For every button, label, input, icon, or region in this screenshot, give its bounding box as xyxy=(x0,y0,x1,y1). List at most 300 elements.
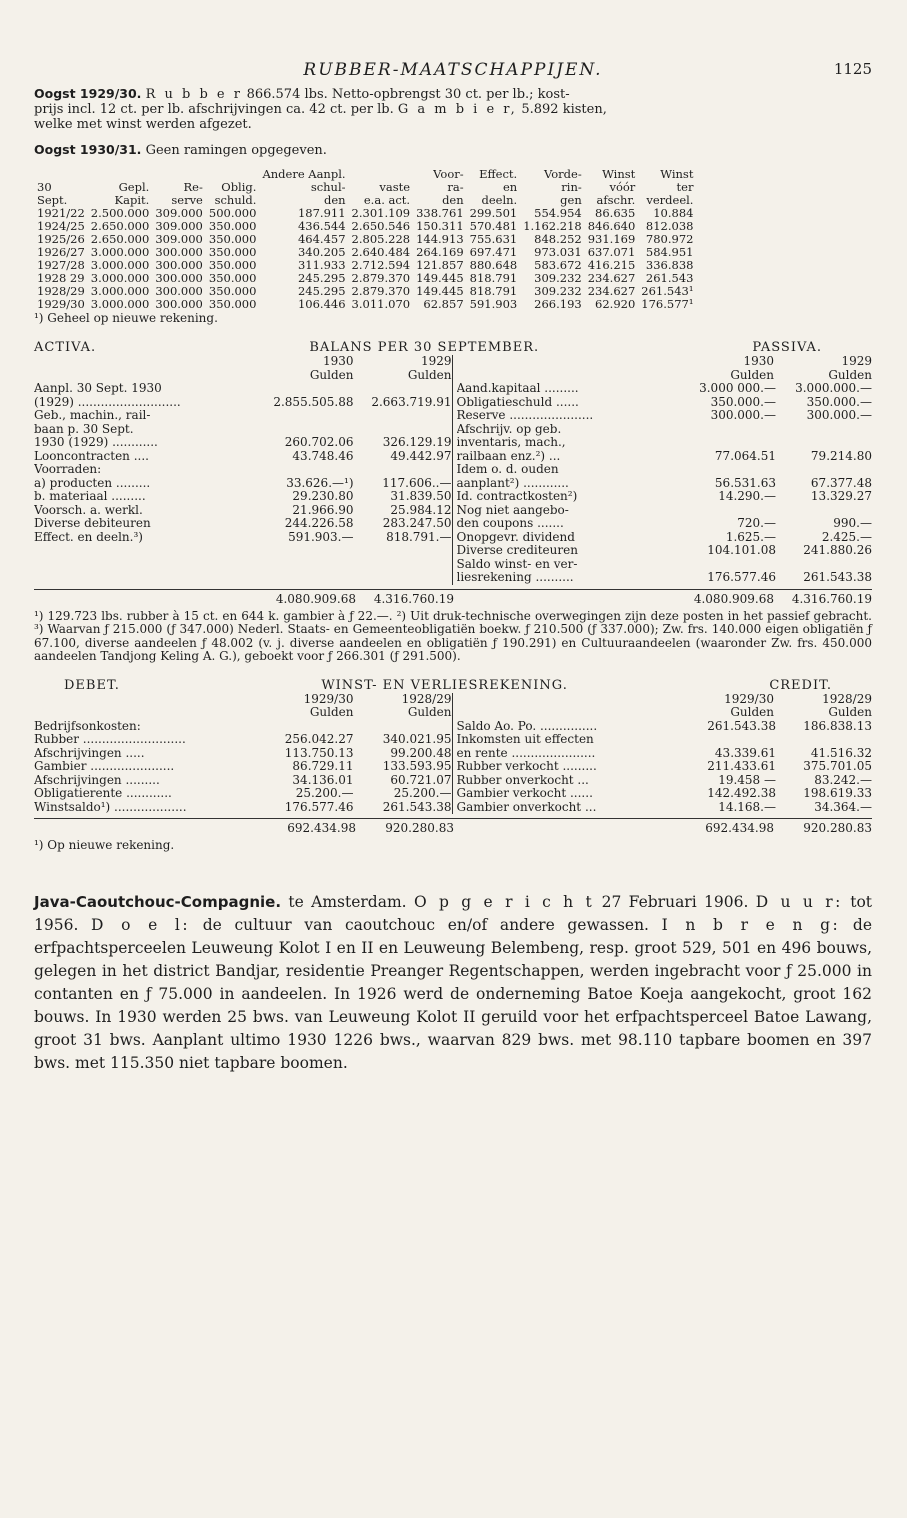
ledger-item: Nog niet aangebo- xyxy=(456,503,569,517)
ledger-value: 2.855.505.88 xyxy=(273,394,354,409)
ledger-row xyxy=(457,409,873,423)
ledger-item: Diverse crediteuren xyxy=(456,544,578,557)
ledger-row xyxy=(457,463,873,477)
year-label: 1929/30 xyxy=(303,691,354,706)
ledger-value: 33.626.—¹) xyxy=(286,475,354,490)
ledger-item: Looncontracten .... xyxy=(34,449,149,463)
statistics-body xyxy=(34,207,696,311)
year-label: 1929 xyxy=(420,354,452,368)
ledger-value xyxy=(354,463,452,477)
column-header: Kapit. xyxy=(114,193,150,207)
statistics-footnote: ¹) Geheel op nieuwe rekening. xyxy=(34,311,218,325)
column-header: Re- xyxy=(183,180,203,194)
ledger-item: Voorraden: xyxy=(34,463,102,476)
ledger-value: 186.838.13 xyxy=(803,718,872,733)
ledger-value xyxy=(354,720,452,734)
ledger-row xyxy=(457,733,873,747)
ledger-item: Reserve ...................... xyxy=(456,409,594,422)
ledger-value: 241.880.26 xyxy=(803,543,872,557)
ledger-value: 99.200.48 xyxy=(390,745,452,760)
ledger-item: liesrekening .......... xyxy=(456,571,574,584)
ledger-item: Winstsaldo¹) ................... xyxy=(34,800,187,814)
ledger-value: 41.516.32 xyxy=(810,745,872,760)
ledger-value: 25.984.12 xyxy=(390,502,452,517)
total-value: 4.080.909.68 xyxy=(693,591,774,606)
column-header: Vorde- xyxy=(544,167,582,181)
ledger-row xyxy=(34,747,452,761)
company-name: Java-Caoutchouc-Compagnie. xyxy=(34,892,282,911)
total-value: 4.316.760.19 xyxy=(791,591,872,606)
debet-rows xyxy=(34,720,452,815)
column-header: schuld. xyxy=(214,193,257,207)
column-header: Effect. xyxy=(479,167,518,181)
ledger-row xyxy=(34,409,452,423)
field-label: I n b r e n g: xyxy=(661,915,841,934)
pl-totals xyxy=(34,818,872,835)
ledger-value: 326.129.19 xyxy=(382,435,452,449)
ledger-row xyxy=(457,558,873,572)
ledger-row xyxy=(457,787,873,801)
ledger-item: Saldo Ao. Po. ............... xyxy=(456,719,598,733)
ledger-row xyxy=(457,747,873,761)
body-text: tot 1956. xyxy=(34,892,873,934)
unit-label: Gulden xyxy=(828,705,872,719)
table-cell: 3.000.000 xyxy=(90,284,150,298)
table-cell: 2.650.000 xyxy=(90,232,150,246)
table-cell: 818.791 xyxy=(469,284,518,298)
ledger-row xyxy=(34,517,452,531)
table-cell: 1928/29 xyxy=(37,284,85,298)
year-row xyxy=(34,693,452,707)
debet-total xyxy=(34,818,454,835)
ledger-value xyxy=(776,504,872,518)
ledger-row xyxy=(34,787,452,801)
ledger-item: Aand.kapitaal ......... xyxy=(456,382,579,395)
running-title: RUBBER-MAATSCHAPPIJEN. xyxy=(303,60,603,80)
table-cell: 121.857 xyxy=(416,258,464,272)
ledger-row xyxy=(457,490,873,504)
ledger-value: 260.702.06 xyxy=(284,435,354,449)
ledger-value: 211.433.61 xyxy=(707,759,776,773)
column-header: verdeel. xyxy=(646,193,694,207)
ledger-row xyxy=(34,733,452,747)
table-cell: 338.761 xyxy=(416,206,464,220)
table-cell: 818.791 xyxy=(469,271,518,285)
ledger-row xyxy=(457,760,873,774)
table-cell: 2.500.000 xyxy=(90,206,150,220)
ledger-value xyxy=(354,409,452,423)
total-value: 692.434.98 xyxy=(287,821,356,835)
table-cell: 584.951 xyxy=(645,245,694,259)
column-header: den xyxy=(323,193,346,207)
table-cell: 2.879.370 xyxy=(351,284,411,298)
column-header: deeln. xyxy=(481,193,518,207)
unit-label: Gulden xyxy=(730,367,774,382)
unit-label: Gulden xyxy=(828,367,872,382)
ledger-item: (1929) ........................... xyxy=(34,395,181,409)
ledger-value: 300.000.— xyxy=(806,408,872,422)
table-cell: 2.879.370 xyxy=(351,271,411,285)
body-text: de cultuur van caoutchouc en/of andere gewassen. xyxy=(190,915,662,934)
ledger-item: inventaris, mach., xyxy=(456,436,566,449)
ledger-item: a) producten ......... xyxy=(34,476,151,490)
ledger-item: Rubber ........................... xyxy=(34,733,186,746)
table-cell: 697.471 xyxy=(469,245,518,259)
balance-title: BALANS PER 30 SEPTEMBER. xyxy=(309,340,540,355)
oogst-text: 5.892 kisten, xyxy=(521,102,607,117)
table-cell: 2.712.594 xyxy=(351,258,411,272)
ledger-value: 133.593.95 xyxy=(382,759,452,773)
ledger-value: 43.339.61 xyxy=(714,745,776,760)
ledger-row xyxy=(457,544,873,558)
table-cell: 144.913 xyxy=(416,232,464,246)
ledger-item: 1930 (1929) ............ xyxy=(34,436,158,449)
activa-heading: ACTIVA. xyxy=(34,340,97,355)
ledger-row xyxy=(34,396,452,410)
activa-total xyxy=(34,589,454,606)
body-text: 27 Februari 1906. xyxy=(594,892,756,911)
ledger-value: 14.290.— xyxy=(718,489,776,503)
total-value: 920.280.83 xyxy=(385,821,454,835)
ledger-value xyxy=(256,720,354,734)
ledger-value: 43.748.46 xyxy=(292,448,354,463)
ledger-value: 104.101.08 xyxy=(707,543,776,557)
debet-heading: DEBET. xyxy=(64,677,120,693)
page-number: 1125 xyxy=(833,60,872,78)
ledger-value xyxy=(680,558,776,572)
unit-row xyxy=(34,706,452,720)
table-cell: 416.215 xyxy=(587,258,636,272)
table-cell: 755.631 xyxy=(469,232,518,246)
ledger-value xyxy=(680,436,776,450)
ledger-value: 14.168.— xyxy=(718,799,776,814)
debet-column xyxy=(34,693,453,815)
table-cell: 3.000.000 xyxy=(90,271,150,285)
table-cell: 880.648 xyxy=(469,258,518,272)
column-header: rin- xyxy=(561,180,582,194)
ledger-value: 340.021.95 xyxy=(382,732,452,746)
ledger-row xyxy=(34,774,452,788)
ledger-row xyxy=(457,382,873,396)
ledger-value: 1.625.— xyxy=(725,529,776,544)
ledger-row xyxy=(457,477,873,491)
ledger-row xyxy=(34,436,452,450)
ledger-item: Id. contractkosten²) xyxy=(456,490,578,503)
ledger-value: 2.425.— xyxy=(821,529,872,544)
ledger-item: Gambier ...................... xyxy=(34,760,175,773)
ledger-item: Inkomsten uit effecten xyxy=(456,733,594,746)
ledger-item: Obligatieschuld ...... xyxy=(456,395,579,409)
total-value: 920.280.83 xyxy=(803,821,872,835)
table-cell: 234.627 xyxy=(587,284,636,298)
table-cell: 261.543 xyxy=(645,271,694,285)
column-header: schul- xyxy=(310,180,346,194)
statistics-header xyxy=(34,168,696,207)
table-cell: 2.301.109 xyxy=(351,206,411,220)
column-header: vaste xyxy=(379,180,411,194)
ledger-value: 13.329.27 xyxy=(810,489,872,503)
table-cell: 309.000 xyxy=(155,219,203,233)
ledger-item: railbaan enz.²) ... xyxy=(456,449,561,463)
table-cell: 1929/30 xyxy=(37,297,85,311)
ledger-row xyxy=(457,423,873,437)
table-cell: 436.544 xyxy=(297,219,346,233)
ledger-row xyxy=(34,463,452,477)
ledger-item: en rente ...................... xyxy=(456,746,596,760)
ledger-value: 83.242.— xyxy=(814,772,872,787)
ledger-value: 261.543.38 xyxy=(382,799,452,814)
credit-heading: CREDIT. xyxy=(769,677,832,693)
passiva-heading: PASSIVA. xyxy=(752,340,822,355)
table-cell: 311.933 xyxy=(297,258,346,272)
year-label: 1928/29 xyxy=(401,691,452,706)
column-header: Winst xyxy=(602,167,636,181)
table-cell: 245.295 xyxy=(297,284,346,298)
ledger-row xyxy=(34,801,452,815)
table-cell: 350.000 xyxy=(208,232,257,246)
ledger-value: 2.663.719.91 xyxy=(371,394,452,409)
column-header: ra- xyxy=(447,180,464,194)
unit-label: Gulden xyxy=(730,705,774,719)
ledger-value: 176.577.46 xyxy=(284,799,354,814)
ledger-item: baan p. 30 Sept. xyxy=(34,422,134,436)
table-cell: 350.000 xyxy=(208,245,257,259)
ledger-row xyxy=(34,490,452,504)
balance-heading xyxy=(34,340,872,355)
ledger-value: 591.903.— xyxy=(288,529,354,544)
total-value: 692.434.98 xyxy=(705,821,774,835)
ledger-row xyxy=(457,450,873,464)
table-cell: 848.252 xyxy=(534,232,582,246)
table-cell: 150.311 xyxy=(416,219,464,233)
ledger-row xyxy=(457,774,873,788)
table-cell: 973.031 xyxy=(534,245,582,259)
oogst-label: Oogst 1929/30. xyxy=(34,86,142,101)
table-cell: 1.162.218 xyxy=(523,219,582,233)
table-cell: 2.805.228 xyxy=(351,232,411,246)
ledger-value: 86.729.11 xyxy=(292,759,354,773)
activa-rows xyxy=(34,382,452,544)
column-header: Sept. xyxy=(37,193,68,207)
table-cell: 1925/26 xyxy=(37,232,85,246)
ledger-item: Gambier onverkocht ... xyxy=(456,800,597,814)
ledger-value: 29.230.80 xyxy=(292,489,354,503)
column-header: gen xyxy=(560,193,582,207)
table-cell: 62.920 xyxy=(595,297,636,311)
table-cell: 3.011.070 xyxy=(351,297,411,311)
table-cell: 62.857 xyxy=(423,297,464,311)
statistics-table xyxy=(34,168,696,311)
ledger-value: 34.364.— xyxy=(814,799,872,814)
column-header: den xyxy=(442,193,464,207)
rubber-word: R u b b e r xyxy=(145,87,243,102)
ledger-item: Geb., machin., rail- xyxy=(34,409,151,422)
year-label: 1928/29 xyxy=(822,691,872,706)
ledger-value xyxy=(776,733,872,747)
ledger-value: 79.214.80 xyxy=(810,448,872,463)
page-header xyxy=(34,56,872,86)
table-cell: 583.672 xyxy=(534,258,582,272)
balance-footnote: ¹) 129.723 lbs. rubber à 15 ct. en 644 k. gambier à ƒ 22.—. ²) Uit druk-technische overwegingen zijn deze posten in het passief gebracht. ³) Waarvan ƒ 215.000 (ƒ 347.000) Nederl. Staats- en Gemeenteobligatiën boekw. ƒ 210.500 (ƒ 337.000); Zw. frs. 140.000 eigen obligatiën ƒ 67.100, diverse aandeelen ƒ 48.002 (v. j. diverse aandeelen en obligatiën ƒ 190.291) en Cultuuraandeelen (waaronder Zw. frs. 450.000 aandeelen Tandjong Keling A. G.), geboekt voor ƒ 266.301 (ƒ 291.500). xyxy=(34,608,872,663)
table-cell: 309.000 xyxy=(155,232,203,246)
year-label: 1929/30 xyxy=(724,691,774,706)
ledger-value: 256.042.27 xyxy=(284,732,354,746)
column-header: en xyxy=(502,180,518,194)
table-cell: 1926/27 xyxy=(37,245,85,259)
table-cell: 1928 29 xyxy=(37,271,85,285)
table-cell: 149.445 xyxy=(416,284,464,298)
table-cell: 300.000 xyxy=(155,245,203,259)
ledger-row xyxy=(34,423,452,437)
ledger-item: Rubber onverkocht ... xyxy=(456,773,589,787)
ledger-item: Voorsch. a. werkl. xyxy=(34,503,143,517)
ledger-value: 990.— xyxy=(833,516,872,530)
table-cell: 637.071 xyxy=(587,245,636,259)
ledger-row xyxy=(457,436,873,450)
ledger-item: Afschrijvingen ..... xyxy=(34,746,145,760)
ledger-value: 283.247.50 xyxy=(382,516,452,530)
column-header: Voor- xyxy=(433,167,464,181)
ledger-row xyxy=(34,477,452,491)
ledger-value: 3.000 000.— xyxy=(699,381,776,395)
total-value: 4.316.760.19 xyxy=(373,591,454,606)
ledger-value: 261.543.38 xyxy=(707,718,776,733)
ledger-value xyxy=(680,733,776,747)
year-row xyxy=(34,355,452,369)
table-row xyxy=(34,298,696,311)
credit-rows xyxy=(457,720,873,815)
ledger-value xyxy=(776,436,872,450)
table-cell: 245.295 xyxy=(297,271,346,285)
column-header: afschr. xyxy=(596,193,636,207)
table-cell: 812.038 xyxy=(645,219,694,233)
table-cell: 336.838 xyxy=(645,258,694,272)
year-label: 1930 xyxy=(322,354,354,368)
oogst-text: Geen ramingen opgegeven. xyxy=(145,143,327,158)
field-label: D u u r: xyxy=(755,892,843,911)
unit-label: Gulden xyxy=(407,367,452,382)
table-cell: 309.232 xyxy=(534,284,582,298)
ledger-value: 117.606..— xyxy=(382,475,452,490)
total-value: 4.080.909.68 xyxy=(275,591,356,606)
ledger-value: 19.458 — xyxy=(718,772,776,787)
table-cell: 300.000 xyxy=(155,271,203,285)
field-label: D o e l: xyxy=(91,915,191,934)
column-header: ter xyxy=(676,180,694,194)
pl-title: WINST- EN VERLIESREKENING. xyxy=(321,677,568,693)
credit-total xyxy=(454,818,872,835)
ledger-value xyxy=(354,382,452,396)
body-text: te Amsterdam. xyxy=(281,892,414,911)
ledger-value: 56.531.63 xyxy=(714,475,776,490)
ledger-value: 818.791.— xyxy=(386,529,452,544)
balance-sheet xyxy=(34,355,872,585)
unit-row xyxy=(457,706,873,720)
unit-label: Gulden xyxy=(309,705,354,719)
ledger-item: Obligatierente ............ xyxy=(34,787,172,800)
table-cell: 176.577¹ xyxy=(641,297,694,311)
table-cell: 2.640.484 xyxy=(351,245,411,259)
ledger-value xyxy=(354,423,452,437)
table-cell: 464.457 xyxy=(297,232,346,246)
passiva-total xyxy=(454,589,872,606)
table-cell: 86.635 xyxy=(595,206,636,220)
table-cell: 106.446 xyxy=(297,297,346,311)
unit-label: Gulden xyxy=(407,705,452,719)
ledger-row xyxy=(34,760,452,774)
table-cell: 931.169 xyxy=(587,232,636,246)
ledger-row xyxy=(457,504,873,518)
field-label: O p g e r i c h t xyxy=(413,892,595,911)
table-cell: 300.000 xyxy=(155,284,203,298)
ledger-item: Saldo winst- en ver- xyxy=(456,557,578,571)
balance-totals xyxy=(34,589,872,606)
table-cell: 1927/28 xyxy=(37,258,85,272)
ledger-item: Diverse debiteuren xyxy=(34,517,151,530)
passiva-column xyxy=(453,355,873,585)
table-cell: 10.884 xyxy=(653,206,694,220)
ledger-item: Rubber verkocht ......... xyxy=(456,760,597,773)
year-label: 1929 xyxy=(841,354,872,368)
table-cell: 350.000 xyxy=(208,271,257,285)
ledger-row xyxy=(457,531,873,545)
ledger-value: 176.577.46 xyxy=(707,570,776,584)
ledger-value: 142.492.38 xyxy=(707,786,776,800)
page xyxy=(34,56,872,1075)
ledger-row xyxy=(457,396,873,410)
oogst-1929-paragraph xyxy=(34,86,872,132)
ledger-row xyxy=(34,504,452,518)
table-cell: 187.911 xyxy=(297,206,346,220)
table-cell: 266.193 xyxy=(534,297,582,311)
ledger-item: den coupons ....... xyxy=(456,517,564,530)
ledger-item: Bedrijfsonkosten: xyxy=(34,719,141,733)
column-header: 30 xyxy=(37,180,52,194)
ledger-value xyxy=(776,423,872,437)
table-cell: 350.000 xyxy=(208,284,257,298)
table-cell: 780.972 xyxy=(645,232,694,246)
table-cell: 2.650.546 xyxy=(351,219,411,233)
oogst-text: 866.574 lbs. Netto-opbrengst 30 ct. per lb.; kost- xyxy=(246,87,570,102)
ledger-row xyxy=(457,571,873,585)
table-cell: 299.501 xyxy=(469,206,518,220)
table-cell: 1924/25 xyxy=(37,219,85,233)
ledger-value: 25.200.— xyxy=(295,786,354,800)
table-cell: 554.954 xyxy=(534,206,582,220)
ledger-row xyxy=(34,531,452,545)
activa-column xyxy=(34,355,453,585)
pl-heading xyxy=(34,678,872,693)
column-header: Winst xyxy=(660,167,694,181)
ledger-value xyxy=(776,463,872,477)
table-cell: 350.000 xyxy=(208,258,257,272)
oogst-text: welke met winst werden afgezet. xyxy=(34,117,252,132)
table-cell: 300.000 xyxy=(155,297,203,311)
ledger-value: 198.619.33 xyxy=(803,786,872,800)
ledger-item: Effect. en deeln.³) xyxy=(34,530,143,544)
table-cell: 2.650.000 xyxy=(90,219,150,233)
oogst-label: Oogst 1930/31. xyxy=(34,142,142,157)
ledger-row xyxy=(457,517,873,531)
table-cell: 149.445 xyxy=(416,271,464,285)
ledger-row xyxy=(457,801,873,815)
table-cell: 340.205 xyxy=(297,245,346,259)
ledger-value: 350.000.— xyxy=(806,394,872,409)
ledger-value: 244.226.58 xyxy=(284,516,354,530)
ledger-value: 3.000.000.— xyxy=(795,381,872,395)
column-header: Andere Aanpl. xyxy=(262,167,346,181)
ledger-value: 34.136.01 xyxy=(292,772,354,787)
